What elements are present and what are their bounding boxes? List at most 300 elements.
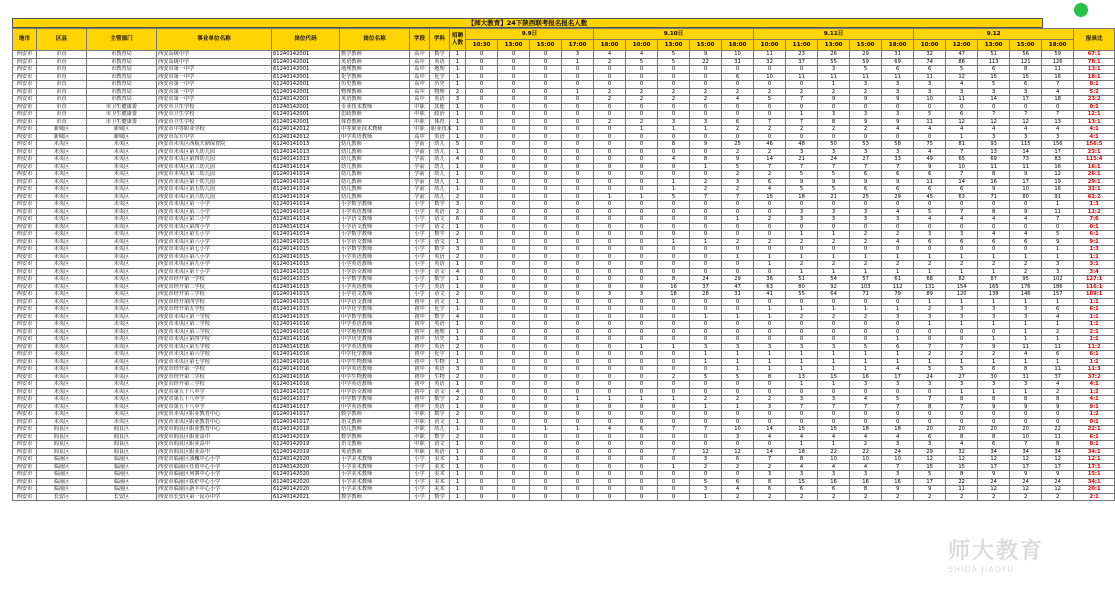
cell-count: 1 (818, 366, 850, 374)
cell-count: 6 (754, 486, 786, 494)
cell-count: 1 (914, 321, 946, 329)
time-header: 10:00 (754, 40, 786, 51)
cell-count: 2 (882, 493, 914, 501)
cell-count: 1 (1010, 328, 1042, 336)
cell-count: 0 (562, 268, 594, 276)
cell-dept: 未央区 (87, 321, 157, 329)
cell-count: 3 (818, 208, 850, 216)
cell-count: 11 (882, 73, 914, 81)
cell-subject: 数学 (430, 433, 450, 441)
cell-count: 0 (466, 343, 498, 351)
cell-count: 0 (594, 276, 626, 284)
cell-dept: 临潼区 (87, 471, 157, 479)
cell-count: 2 (978, 351, 1010, 359)
cell-count: 3 (882, 471, 914, 479)
cell-count: 0 (690, 321, 722, 329)
cell-count: 0 (594, 81, 626, 89)
cell-count: 3 (946, 88, 978, 96)
cell-count: 0 (1010, 201, 1042, 209)
col-position: 岗位名称 (340, 29, 410, 51)
cell-count: 92 (818, 283, 850, 291)
cell-district: 未央区 (37, 216, 87, 224)
cell-count: 6 (978, 441, 1010, 449)
cell-recruit: 1 (450, 381, 466, 389)
cell-count: 17 (1042, 463, 1074, 471)
table-row (13, 88, 1115, 96)
cell-count: 8 (818, 118, 850, 126)
cell-recruit: 1 (450, 403, 466, 411)
cell-code: 61240141014 (272, 223, 340, 231)
cell-count: 1 (690, 403, 722, 411)
cell-count: 0 (626, 73, 658, 81)
cell-count: 0 (562, 463, 594, 471)
table-row (13, 403, 1115, 411)
cell-count: 55 (818, 58, 850, 66)
table-row (13, 246, 1115, 254)
cell-count: 0 (530, 433, 562, 441)
cell-recruit: 2 (450, 373, 466, 381)
cell-code: 61240141015 (272, 261, 340, 269)
cell-count: 0 (818, 388, 850, 396)
date-header-0: 9.9日 (466, 29, 594, 40)
cell-stage: 中职 (410, 441, 430, 449)
cell-count: 3 (914, 441, 946, 449)
cell-recruit: 1 (450, 441, 466, 449)
cell-count: 17 (978, 463, 1010, 471)
cell-count: 0 (850, 246, 882, 254)
table-row (13, 306, 1115, 314)
cell-code: 61240141016 (272, 373, 340, 381)
cell-count: 1 (850, 366, 882, 374)
cell-count: 15 (786, 426, 818, 434)
cell-count: 0 (530, 103, 562, 111)
cell-count: 16 (978, 178, 1010, 186)
cell-ratio: 23:2 (1074, 96, 1115, 104)
cell-recruit: 3 (450, 366, 466, 374)
cell-count: 0 (850, 418, 882, 426)
cell-count: 0 (562, 306, 594, 314)
table-row (13, 223, 1115, 231)
table-row (13, 351, 1115, 359)
cell-count: 15 (1010, 73, 1042, 81)
cell-recruit: 2 (450, 433, 466, 441)
cell-count: 63 (754, 283, 786, 291)
cell-stage: 初中 (410, 403, 430, 411)
cell-code: 61240141017 (272, 411, 340, 419)
table-row (13, 81, 1115, 89)
cell-code: 61240142020 (272, 471, 340, 479)
cell-position: 小学数学教师 (340, 201, 410, 209)
cell-ratio: 4:1 (1074, 133, 1115, 141)
cell-count: 1 (562, 88, 594, 96)
cell-code: 61240141015 (272, 298, 340, 306)
cell-count: 2 (754, 396, 786, 404)
cell-count: 0 (466, 486, 498, 494)
cell-count: 0 (914, 133, 946, 141)
cell-unit: 西安市第五十八中学 (157, 403, 272, 411)
cell-count: 3 (722, 178, 754, 186)
table-row (13, 133, 1115, 141)
cell-region: 西安市 (13, 96, 37, 104)
cell-unit: 西安市未央区第一小学 (157, 201, 272, 209)
cell-count: 3 (626, 291, 658, 299)
cell-count: 4 (722, 96, 754, 104)
cell-region: 西安市 (13, 88, 37, 96)
cell-ratio: 9:1 (1074, 238, 1115, 246)
cell-count: 0 (562, 171, 594, 179)
cell-count: 32 (946, 448, 978, 456)
cell-code: 61240141014 (272, 186, 340, 194)
cell-unit: 西安市卫生学校 (157, 103, 272, 111)
cell-subject: 美术 (430, 456, 450, 464)
cell-count: 0 (690, 111, 722, 119)
cell-count: 6 (914, 433, 946, 441)
cell-recruit: 2 (450, 231, 466, 239)
cell-count: 0 (562, 433, 594, 441)
cell-recruit: 1 (450, 358, 466, 366)
cell-count: 0 (498, 216, 530, 224)
cell-count: 58 (882, 141, 914, 149)
cell-subject: 美术 (430, 471, 450, 479)
cell-unit: 西安市卫生学校 (157, 111, 272, 119)
cell-count: 3 (658, 118, 690, 126)
cell-region: 西安市 (13, 463, 37, 471)
cell-count: 0 (946, 411, 978, 419)
time-header: 18:00 (722, 40, 754, 51)
cell-count: 0 (498, 366, 530, 374)
cell-count: 3 (946, 313, 978, 321)
cell-count: 6 (850, 186, 882, 194)
cell-position: 中学英语教师 (340, 403, 410, 411)
cell-count: 0 (466, 201, 498, 209)
cell-count: 0 (498, 441, 530, 449)
cell-count: 3 (850, 148, 882, 156)
cell-region: 西安市 (13, 171, 37, 179)
cell-dept: 未央区 (87, 306, 157, 314)
cell-count: 12 (978, 486, 1010, 494)
cell-count: 9 (914, 163, 946, 171)
cell-position: 幼儿教师 (340, 171, 410, 179)
cell-count: 2 (1042, 388, 1074, 396)
cell-count: 0 (530, 238, 562, 246)
cell-dept: 未央区 (87, 148, 157, 156)
cell-count: 2 (1010, 261, 1042, 269)
cell-count: 0 (466, 366, 498, 374)
cell-region: 西安市 (13, 321, 37, 329)
cell-count: 1 (978, 336, 1010, 344)
cell-count: 0 (562, 276, 594, 284)
cell-position: 数学教师 (340, 493, 410, 501)
cell-recruit: 1 (450, 73, 466, 81)
cell-count: 3 (978, 313, 1010, 321)
cell-count: 0 (530, 133, 562, 141)
cell-count: 2 (658, 88, 690, 96)
cell-count: 0 (850, 321, 882, 329)
cell-count: 176 (1010, 283, 1042, 291)
cell-stage: 中职 (410, 448, 430, 456)
cell-count: 0 (754, 321, 786, 329)
cell-count: 0 (786, 336, 818, 344)
cell-ratio: 6:1 (1074, 306, 1115, 314)
cell-count: 131 (914, 283, 946, 291)
cell-count: 0 (594, 306, 626, 314)
cell-count: 1 (754, 306, 786, 314)
cell-count: 7 (658, 426, 690, 434)
cell-count: 82 (946, 276, 978, 284)
cell-count: 3 (754, 471, 786, 479)
cell-count: 0 (754, 208, 786, 216)
cell-count: 2 (1042, 493, 1074, 501)
cell-count: 10 (946, 163, 978, 171)
cell-subject: 幼儿 (430, 171, 450, 179)
cell-count: 1 (722, 216, 754, 224)
cell-count: 1 (946, 253, 978, 261)
cell-unit: 西安市未央区职业教育中心 (157, 411, 272, 419)
cell-count: 0 (498, 223, 530, 231)
cell-count: 3 (754, 343, 786, 351)
cell-count: 2 (658, 96, 690, 104)
cell-region: 西安市 (13, 118, 37, 126)
cell-stage: 中职 (410, 411, 430, 419)
time-header: 18:00 (882, 40, 914, 51)
cell-unit: 西安市长安区第一民办中学 (157, 493, 272, 501)
table-row (13, 313, 1115, 321)
cell-count: 31 (722, 58, 754, 66)
cell-count: 0 (466, 276, 498, 284)
cell-unit: 西安高级中学 (157, 58, 272, 66)
cell-count: 1 (882, 336, 914, 344)
cell-count: 0 (850, 328, 882, 336)
cell-recruit: 1 (450, 418, 466, 426)
cell-count: 1 (786, 358, 818, 366)
cell-count: 0 (722, 261, 754, 269)
cell-position: 历史教师 (340, 81, 410, 89)
cell-unit: 西安市未央区第十小学 (157, 268, 272, 276)
cell-count: 6 (1010, 81, 1042, 89)
cell-count: 0 (786, 103, 818, 111)
cell-dept: 未央区 (87, 193, 157, 201)
cell-position: 幼儿教师 (340, 163, 410, 171)
cell-dept: 未央区 (87, 268, 157, 276)
cell-count: 0 (562, 418, 594, 426)
cell-count: 8 (658, 276, 690, 284)
cell-count: 0 (658, 388, 690, 396)
cell-count: 9 (690, 141, 722, 149)
cell-count: 0 (498, 321, 530, 329)
cell-stage: 小学 (410, 268, 430, 276)
cell-ratio: 3:1 (1074, 261, 1115, 269)
cell-count: 1 (818, 253, 850, 261)
table-row (13, 411, 1115, 419)
cell-count: 14 (1010, 148, 1042, 156)
cell-count: 0 (722, 471, 754, 479)
cell-stage: 初中 (410, 336, 430, 344)
table-row (13, 343, 1115, 351)
cell-count: 0 (530, 463, 562, 471)
cell-count: 0 (658, 486, 690, 494)
cell-count: 1 (626, 396, 658, 404)
cell-count: 0 (946, 103, 978, 111)
cell-count: 0 (498, 208, 530, 216)
time-header: 18:00 (1042, 40, 1074, 51)
cell-count: 75 (914, 141, 946, 149)
cell-unit: 西安市经开第一学校 (157, 276, 272, 284)
cell-count: 7 (1010, 441, 1042, 449)
cell-count: 3 (1010, 88, 1042, 96)
cell-subject: 数学 (430, 493, 450, 501)
cell-count: 0 (562, 201, 594, 209)
cell-subject: 其他 (430, 103, 450, 111)
cell-count: 0 (530, 351, 562, 359)
cell-count: 6 (946, 238, 978, 246)
cell-count: 9 (1010, 171, 1042, 179)
cell-dept: 阎良区 (87, 426, 157, 434)
cell-ratio: 116:1 (1074, 283, 1115, 291)
cell-recruit: 1 (450, 111, 466, 119)
cell-count: 51 (978, 51, 1010, 59)
time-header: 13:00 (658, 40, 690, 51)
cell-count: 6 (978, 66, 1010, 74)
cell-count: 0 (530, 396, 562, 404)
cell-position: 小学语文教师 (340, 291, 410, 299)
cell-dept: 未央区 (87, 396, 157, 404)
cell-position: 小学英语教师 (340, 253, 410, 261)
cell-count: 0 (530, 186, 562, 194)
cell-count: 1 (786, 441, 818, 449)
cell-count: 12 (946, 73, 978, 81)
cell-ratio: 1:2 (1074, 411, 1115, 419)
cell-code: 61240142019 (272, 433, 340, 441)
cell-count: 0 (498, 253, 530, 261)
cell-unit: 西安市未央区第九幼儿园 (157, 148, 272, 156)
cell-count: 6 (882, 186, 914, 194)
cell-count: 4 (1042, 381, 1074, 389)
cell-count: 29 (914, 448, 946, 456)
cell-count: 3 (754, 403, 786, 411)
cell-count: 0 (1042, 418, 1074, 426)
cell-count: 2 (754, 463, 786, 471)
cell-count: 0 (626, 261, 658, 269)
cell-count: 1 (946, 388, 978, 396)
cell-count: 0 (626, 418, 658, 426)
cell-count: 0 (594, 373, 626, 381)
cell-stage: 小学 (410, 238, 430, 246)
cell-count: 0 (658, 381, 690, 389)
cell-recruit: 1 (450, 171, 466, 179)
cell-count: 11 (850, 73, 882, 81)
cell-count: 0 (530, 306, 562, 314)
cell-dept: 未央区 (87, 231, 157, 239)
cell-code: 61240142001 (272, 118, 340, 126)
cell-count: 0 (626, 411, 658, 419)
cell-region: 西安市 (13, 396, 37, 404)
cell-count: 12 (1042, 486, 1074, 494)
cell-ratio: 0:1 (1074, 223, 1115, 231)
cell-recruit: 4 (450, 313, 466, 321)
cell-count: 0 (466, 58, 498, 66)
cell-stage: 小学 (410, 261, 430, 269)
cell-district: 未央区 (37, 171, 87, 179)
cell-code: 61240141014 (272, 178, 340, 186)
cell-dept: 新城区 (87, 126, 157, 134)
cell-count: 69 (882, 58, 914, 66)
cell-count: 0 (690, 148, 722, 156)
cell-count: 0 (562, 148, 594, 156)
cell-ratio: 1:3 (1074, 201, 1115, 209)
cell-count: 6 (722, 478, 754, 486)
cell-count: 25 (722, 141, 754, 149)
col-recruit: 招聘人数 (450, 29, 466, 51)
cell-count: 0 (626, 471, 658, 479)
cell-count: 0 (466, 298, 498, 306)
cell-count: 8 (978, 433, 1010, 441)
cell-count: 2 (850, 313, 882, 321)
cell-count: 30 (978, 373, 1010, 381)
cell-position: 物理教师 (340, 88, 410, 96)
cell-count: 0 (946, 246, 978, 254)
cell-count: 0 (466, 403, 498, 411)
cell-count: 0 (466, 493, 498, 501)
cell-count: 12 (1010, 486, 1042, 494)
cell-count: 0 (722, 246, 754, 254)
cell-count: 7 (1042, 111, 1074, 119)
cell-count: 0 (946, 418, 978, 426)
cell-count: 4 (1010, 231, 1042, 239)
cell-count: 0 (754, 66, 786, 74)
cell-count: 0 (530, 148, 562, 156)
col-unit: 事业单位名称 (157, 29, 272, 51)
cell-position: 小学美术教师 (340, 486, 410, 494)
cell-count: 121 (1010, 58, 1042, 66)
cell-district: 未央区 (37, 268, 87, 276)
cell-count: 47 (946, 51, 978, 59)
cell-count: 7 (946, 208, 978, 216)
cell-count: 9 (1010, 471, 1042, 479)
cell-count: 1 (818, 381, 850, 389)
cell-region: 西安市 (13, 148, 37, 156)
cell-ratio: 1:2 (1074, 388, 1115, 396)
cell-count: 2 (850, 88, 882, 96)
cell-count: 2 (754, 171, 786, 179)
cell-code: 61240141015 (272, 291, 340, 299)
cell-count: 7 (786, 118, 818, 126)
cell-ratio: 67:1 (1074, 51, 1115, 59)
cell-count: 0 (562, 388, 594, 396)
cell-subject: 政治 (430, 111, 450, 119)
cell-position: 小学英语教师 (340, 261, 410, 269)
cell-ratio: 37:2 (1074, 373, 1115, 381)
cell-unit: 西安市临潼区铁炉中心小学 (157, 478, 272, 486)
cell-count: 0 (690, 441, 722, 449)
cell-count: 5 (914, 208, 946, 216)
cell-region: 西安市 (13, 441, 37, 449)
cell-count: 0 (466, 358, 498, 366)
cell-count: 0 (1010, 418, 1042, 426)
cell-count: 0 (626, 381, 658, 389)
cell-count: 7 (754, 456, 786, 464)
cell-count: 0 (530, 261, 562, 269)
cell-count: 8 (1010, 66, 1042, 74)
cell-count: 3 (690, 486, 722, 494)
cell-count: 1 (786, 231, 818, 239)
cell-count: 0 (658, 306, 690, 314)
cell-unit: 西安市未央区第七学校 (157, 358, 272, 366)
cell-stage: 初中 (410, 388, 430, 396)
cell-region: 西安市 (13, 253, 37, 261)
cell-count: 11 (818, 73, 850, 81)
cell-dept: 未央区 (87, 246, 157, 254)
cell-position: 中学生物教师 (340, 373, 410, 381)
